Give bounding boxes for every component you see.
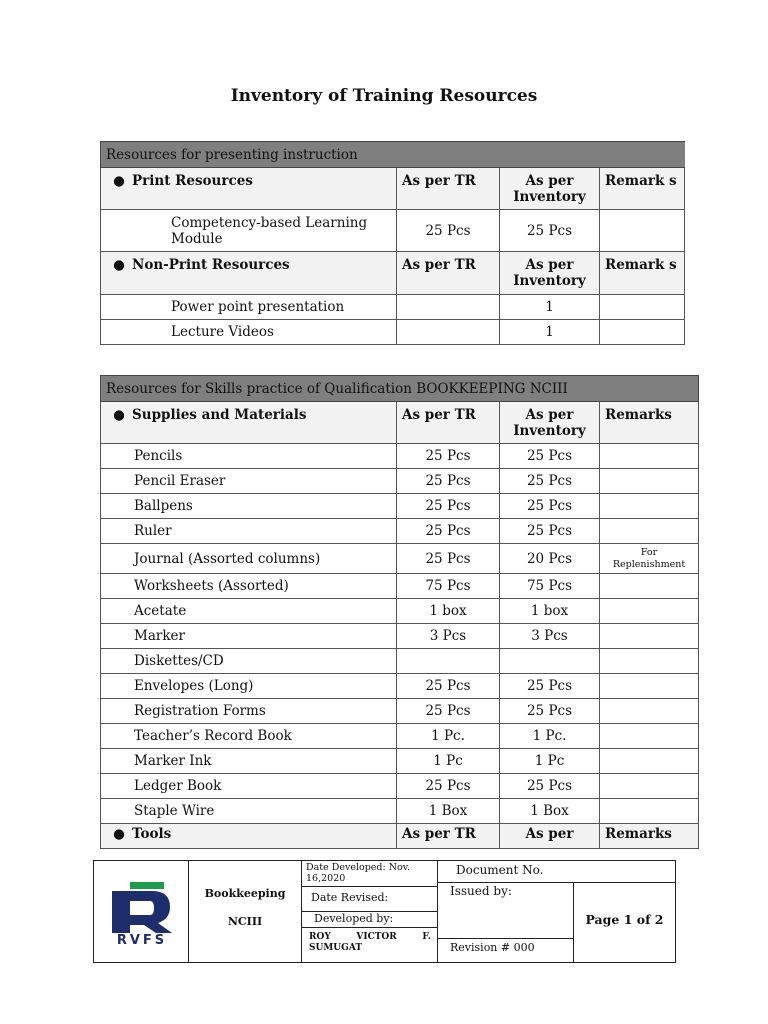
tools-header (101, 824, 699, 849)
item-name: Ruler (101, 519, 397, 544)
date-developed: Date Developed: Nov. 16,2020 (306, 862, 411, 884)
remarks-value: For Replenishment (600, 544, 699, 574)
tr-value: 25 Pcs (397, 674, 500, 699)
category-label: Print Resources (132, 173, 253, 189)
table-row (101, 469, 699, 494)
col-remarks: Remarks (600, 402, 699, 444)
tr-value: 1 box (397, 599, 500, 624)
remarks-value (600, 469, 699, 494)
table-row (101, 624, 699, 649)
developed-by-label: Developed by: (314, 912, 394, 925)
tr-value: 25 Pcs (397, 494, 500, 519)
remarks-value (600, 494, 699, 519)
document-no: Document No. (456, 863, 544, 877)
skills-practice-table (100, 375, 699, 849)
col-remarks: Remarks (600, 824, 699, 849)
col-as-per-inventory: As per Inventory (500, 402, 600, 444)
item-name: Teacher’s Record Book (101, 724, 397, 749)
qualification-line2: NCIII (227, 915, 263, 928)
remarks-value (600, 624, 699, 649)
table-row (101, 799, 699, 824)
inventory-value: 25 Pcs (500, 519, 600, 544)
document-footer (93, 860, 676, 963)
inventory-value: 1 (500, 320, 600, 345)
item-name: Diskettes/CD (101, 649, 397, 674)
item-name: Ballpens (101, 494, 397, 519)
section-band: Resources for Skills practice of Qualification BOOKKEEPING NCIII (101, 376, 699, 402)
qualification-line1: Bookkeeping (204, 887, 286, 900)
table-row (101, 649, 699, 674)
tr-value: 75 Pcs (397, 574, 500, 599)
inventory-value: 3 Pcs (500, 624, 600, 649)
item-name: Lecture Videos (101, 320, 397, 345)
col-as-per-inventory: As per (500, 824, 600, 849)
table-row (101, 699, 699, 724)
item-name: Envelopes (Long) (101, 674, 397, 699)
remarks-value (600, 210, 685, 252)
item-name: Registration Forms (101, 699, 397, 724)
col-as-per-tr: As per TR (397, 402, 500, 444)
tr-value: 1 Box (397, 799, 500, 824)
tr-value: 25 Pcs (397, 210, 500, 252)
bullet-icon: ● (113, 173, 125, 189)
table-row (101, 320, 685, 345)
inventory-value: 1 Pc. (500, 724, 600, 749)
logo-text: RVFS (116, 933, 168, 948)
tr-value: 1 Pc (397, 749, 500, 774)
tr-value (397, 320, 500, 345)
remarks-value (600, 799, 699, 824)
col-as-per-tr: As per TR (397, 252, 500, 295)
item-name: Journal (Assorted columns) (101, 544, 397, 574)
table-row (101, 574, 699, 599)
bullet-icon: ● (113, 257, 125, 273)
inventory-value: 25 Pcs (500, 494, 600, 519)
remarks-value (600, 649, 699, 674)
col-as-per-inventory: As per Inventory (500, 252, 600, 295)
remarks-value (600, 599, 699, 624)
inventory-value: 25 Pcs (500, 444, 600, 469)
col-remarks: Remark s (600, 168, 685, 210)
table-row (101, 519, 699, 544)
category-label: Supplies and Materials (132, 407, 307, 423)
tr-value (397, 649, 500, 674)
tr-value: 25 Pcs (397, 469, 500, 494)
print-resources-header (101, 168, 685, 210)
col-as-per-tr: As per TR (397, 824, 500, 849)
section-band: Resources for presenting instruction (101, 142, 685, 168)
table-row (101, 544, 699, 574)
tr-value (397, 295, 500, 320)
inventory-value: 20 Pcs (500, 544, 600, 574)
presenting-instruction-table (100, 141, 685, 345)
table-row (101, 749, 699, 774)
category-label: Non-Print Resources (132, 257, 290, 273)
col-as-per-inventory: As per Inventory (500, 168, 600, 210)
item-name: Power point presentation (101, 295, 397, 320)
item-name: Competency-based Learning Module (101, 210, 397, 252)
remarks-value (600, 519, 699, 544)
issued-by: Issued by: (450, 884, 512, 898)
remarks-value (600, 724, 699, 749)
inventory-value: 1 Box (500, 799, 600, 824)
table-row (101, 295, 685, 320)
remarks-value (600, 674, 699, 699)
inventory-value: 25 Pcs (500, 469, 600, 494)
inventory-value: 25 Pcs (500, 210, 600, 252)
item-name: Worksheets (Assorted) (101, 574, 397, 599)
category-label: Tools (132, 826, 172, 842)
developer-name: ROY VICTOR F. SUMUGAT (309, 932, 431, 953)
item-name: Acetate (101, 599, 397, 624)
remarks-value (600, 444, 699, 469)
tr-value: 25 Pcs (397, 519, 500, 544)
inventory-value: 25 Pcs (500, 699, 600, 724)
tr-value: 1 Pc. (397, 724, 500, 749)
tr-value: 25 Pcs (397, 444, 500, 469)
remarks-value (600, 774, 699, 799)
item-name: Marker (101, 624, 397, 649)
rvfs-logo (104, 881, 180, 947)
inventory-value: 1 Pc (500, 749, 600, 774)
item-name: Pencils (101, 444, 397, 469)
table-row (101, 210, 685, 252)
inventory-value: 1 (500, 295, 600, 320)
bullet-icon: ● (113, 826, 125, 842)
non-print-resources-header (101, 252, 685, 295)
item-name: Staple Wire (101, 799, 397, 824)
remarks-value (600, 320, 685, 345)
table-row (101, 674, 699, 699)
col-remarks: Remark s (600, 252, 685, 295)
inventory-value: 25 Pcs (500, 774, 600, 799)
tr-value: 25 Pcs (397, 774, 500, 799)
table-row (101, 494, 699, 519)
tr-value: 25 Pcs (397, 544, 500, 574)
revision-number: Revision # 000 (450, 941, 535, 954)
remarks-value (600, 574, 699, 599)
inventory-value: 1 box (500, 599, 600, 624)
table-row (101, 444, 699, 469)
table-row (101, 599, 699, 624)
tr-value: 25 Pcs (397, 699, 500, 724)
tr-value: 3 Pcs (397, 624, 500, 649)
table-row (101, 724, 699, 749)
remarks-value (600, 749, 699, 774)
item-name: Pencil Eraser (101, 469, 397, 494)
item-name: Marker Ink (101, 749, 397, 774)
table-row (101, 774, 699, 799)
date-revised: Date Revised: (311, 891, 389, 904)
bullet-icon: ● (113, 407, 125, 423)
remarks-value (600, 699, 699, 724)
remarks-value (600, 295, 685, 320)
inventory-value (500, 649, 600, 674)
col-as-per-tr: As per TR (397, 168, 500, 210)
item-name: Ledger Book (101, 774, 397, 799)
inventory-value: 75 Pcs (500, 574, 600, 599)
page-number: Page 1 of 2 (585, 912, 664, 927)
page-title: Inventory of Training Resources (230, 86, 538, 106)
supplies-header (101, 402, 699, 444)
inventory-value: 25 Pcs (500, 674, 600, 699)
